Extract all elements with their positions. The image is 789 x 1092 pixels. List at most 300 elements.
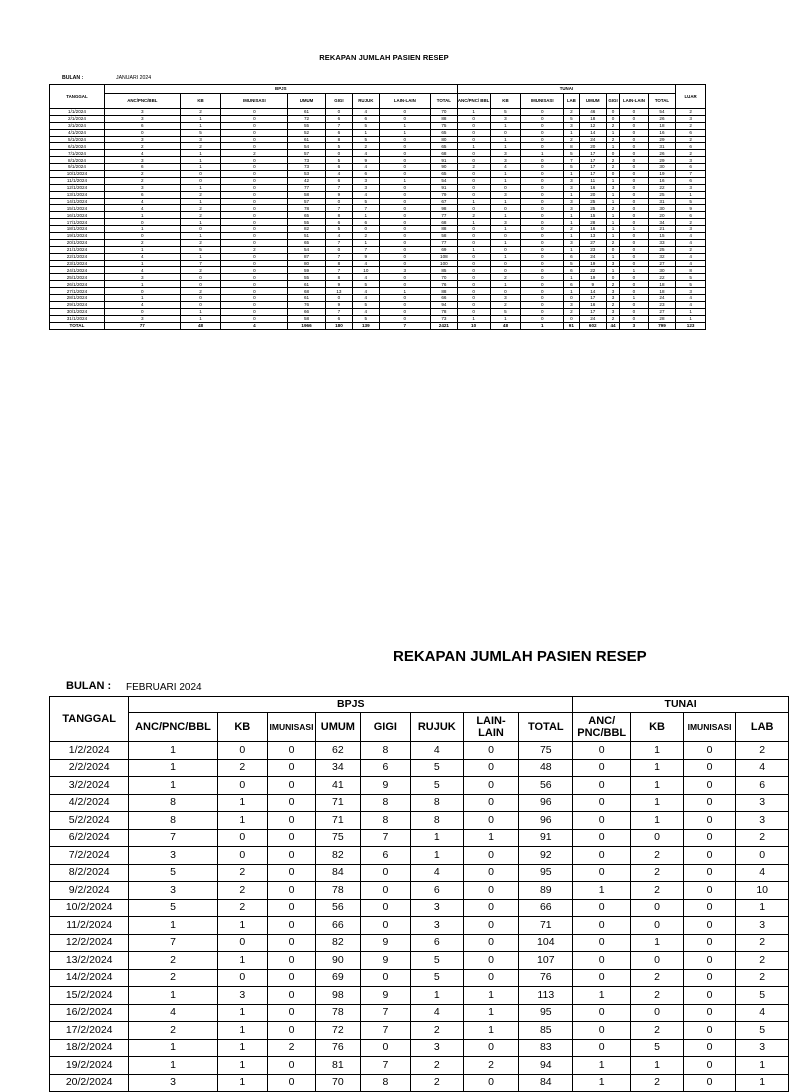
table-row [50,288,706,295]
value-cell: 1 [490,315,521,322]
value-cell: 0 [490,129,521,136]
header-bpjs-col: GIGI [360,713,410,742]
value-cell: 0 [683,1004,736,1022]
header-tunai-col: KB [631,713,684,742]
table-row [50,1022,789,1040]
table-row [50,308,706,315]
value-cell: 5 [490,308,521,315]
value-cell: 1 [676,308,706,315]
value-cell: 8 [564,143,579,150]
date-cell: 4/1/2024 [50,129,105,136]
value-cell: 0 [221,198,288,205]
value-cell: 0 [267,952,315,970]
value-cell: 3 [606,295,619,302]
value-cell: 1 [564,233,579,240]
value-cell: 0 [325,109,352,116]
header-tunai-col: KB [490,94,521,109]
header-bpjs-col: IMUNISASI [267,713,315,742]
value-cell: 66 [519,899,573,917]
value-cell: 1 [180,115,221,122]
value-cell: 4 [736,1004,789,1022]
value-cell: 0 [267,969,315,987]
value-cell: 2 [631,969,684,987]
date-cell: 14/2/2024 [50,969,129,987]
value-cell: 4 [104,198,180,205]
value-cell: 0 [683,1039,736,1057]
value-cell: 2 [217,759,267,777]
value-cell: 0 [457,274,490,281]
date-cell: 7/2/2024 [50,847,129,865]
value-cell: 34 [316,759,361,777]
value-cell: 6 [353,171,379,178]
date-cell: 28/1/2024 [50,295,105,302]
value-cell: 1 [104,281,180,288]
value-cell: 7 [353,246,379,253]
date-cell: 29/1/2024 [50,301,105,308]
header-bpjs-col: TOTAL [431,94,457,109]
value-cell: 0 [379,143,431,150]
value-cell: 16 [579,301,606,308]
value-cell: 18 [648,288,676,295]
value-cell: 0 [463,812,519,830]
value-cell: 3 [676,184,706,191]
value-cell: 1 [180,315,221,322]
value-cell: 0 [379,191,431,198]
value-cell: 0 [573,917,631,935]
value-cell: 0 [521,274,564,281]
value-cell: 4 [353,288,379,295]
header-tunai-col: LAB [564,94,579,109]
value-cell: 0 [463,777,519,795]
value-cell: 19 [648,171,676,178]
value-cell: 0 [379,315,431,322]
value-cell: 0 [463,847,519,865]
value-cell: 3 [736,1039,789,1057]
value-cell: 31 [648,198,676,205]
value-cell: 5 [411,969,464,987]
total-cell: 139 [353,322,379,329]
table-row [50,191,706,198]
value-cell: 0 [267,987,315,1005]
value-cell: 6 [325,219,352,226]
value-cell: 8 [360,812,410,830]
value-cell: 1 [736,1057,789,1075]
table-row [50,129,706,136]
value-cell: 1 [379,288,431,295]
value-cell: 0 [267,1057,315,1075]
value-cell: 83 [519,1039,573,1057]
value-cell: 5 [676,198,706,205]
value-cell: 2 [606,122,619,129]
value-cell: 91 [431,184,457,191]
value-cell: 1 [180,157,221,164]
value-cell: 0 [457,226,490,233]
value-cell: 85 [519,1022,573,1040]
table-row [50,812,789,830]
value-cell: 78 [316,882,361,900]
value-cell: 48 [519,759,573,777]
value-cell: 30 [648,164,676,171]
value-cell: 15 [648,233,676,240]
value-cell: 2 [564,226,579,233]
value-cell: 54 [648,109,676,116]
value-cell: 0 [521,164,564,171]
value-cell: 0 [104,233,180,240]
value-cell: 17 [579,295,606,302]
value-cell: 90 [431,164,457,171]
value-cell: 77 [431,212,457,219]
value-cell: 0 [620,246,649,253]
value-cell: 8 [325,136,352,143]
value-cell: 1 [490,143,521,150]
value-cell: 73 [431,315,457,322]
value-cell: 95 [519,864,573,882]
value-cell: 1 [620,267,649,274]
value-cell: 0 [104,288,180,295]
value-cell: 6 [360,847,410,865]
value-cell: 69 [316,969,361,987]
value-cell: 75 [316,829,361,847]
value-cell: 9 [353,157,379,164]
header-bpjs-col: GIGI [325,94,352,109]
table-row [50,136,706,143]
value-cell: 66 [288,308,325,315]
header-tunai-col: TOTAL [648,94,676,109]
value-cell: 0 [620,233,649,240]
value-cell: 4 [353,295,379,302]
value-cell: 5 [736,1022,789,1040]
value-cell: 98 [316,987,361,1005]
value-cell: 0 [683,812,736,830]
value-cell: 3 [564,122,579,129]
value-cell: 4 [490,164,521,171]
value-cell: 2 [217,864,267,882]
table-row [50,274,706,281]
value-cell: 4 [411,742,464,760]
date-cell: 15/1/2024 [50,205,105,212]
value-cell: 25 [579,205,606,212]
value-cell: 3 [490,115,521,122]
sheet2-title: REKAPAN JUMLAH PASIEN RESEP [393,648,647,665]
value-cell: 0 [683,794,736,812]
value-cell: 0 [521,281,564,288]
value-cell: 3 [490,157,521,164]
value-cell: 3 [676,115,706,122]
value-cell: 0 [573,1004,631,1022]
value-cell: 8 [360,742,410,760]
value-cell: 5 [129,864,217,882]
sheet1-table [49,84,706,330]
value-cell: 91 [519,829,573,847]
value-cell: 2 [676,219,706,226]
value-cell: 1 [521,150,564,157]
value-cell: 0 [521,212,564,219]
value-cell: 16 [579,226,606,233]
value-cell: 4 [104,253,180,260]
table-row [50,917,789,935]
value-cell: 1 [463,1022,519,1040]
value-cell: 0 [180,295,221,302]
value-cell: 0 [221,122,288,129]
value-cell: 1 [379,177,431,184]
value-cell: 68 [431,150,457,157]
value-cell: 2 [606,205,619,212]
value-cell: 1 [104,260,180,267]
value-cell: 0 [267,777,315,795]
value-cell: 1 [564,191,579,198]
header-bpjs-col: KB [180,94,221,109]
table-row [50,759,789,777]
value-cell: 1 [564,171,579,178]
value-cell: 0 [221,177,288,184]
value-cell: 3 [129,1074,217,1092]
value-cell: 7 [360,829,410,847]
value-cell: 2 [631,847,684,865]
date-cell: 13/1/2024 [50,191,105,198]
value-cell: 2 [457,164,490,171]
value-cell: 3 [104,274,180,281]
value-cell: 0 [521,308,564,315]
value-cell: 1 [631,777,684,795]
value-cell: 33 [648,239,676,246]
value-cell: 1 [129,759,217,777]
table-row [50,246,706,253]
value-cell: 4 [129,1004,217,1022]
value-cell: 3 [490,150,521,157]
value-cell: 1 [490,177,521,184]
value-cell: 4 [353,308,379,315]
value-cell: 20 [579,191,606,198]
value-cell: 0 [221,301,288,308]
value-cell: 7 [360,1004,410,1022]
value-cell: 4 [104,301,180,308]
value-cell: 0 [221,295,288,302]
value-cell: 73 [288,164,325,171]
value-cell: 3 [564,177,579,184]
value-cell: 21 [648,226,676,233]
value-cell: 0 [606,274,619,281]
value-cell: 0 [267,847,315,865]
value-cell: 20 [648,212,676,219]
header-bpjs-col: TOTAL [519,713,573,742]
value-cell: 0 [620,198,649,205]
value-cell: 3 [104,157,180,164]
value-cell: 2 [129,969,217,987]
value-cell: 2 [180,239,221,246]
value-cell: 1 [606,267,619,274]
value-cell: 2 [564,109,579,116]
value-cell: 0 [221,129,288,136]
value-cell: 56 [519,777,573,795]
value-cell: 6 [564,267,579,274]
value-cell: 9 [676,205,706,212]
value-cell: 5 [353,198,379,205]
value-cell: 1 [490,226,521,233]
value-cell: 4 [676,301,706,308]
value-cell: 4 [104,205,180,212]
value-cell: 0 [521,239,564,246]
value-cell: 0 [217,847,267,865]
value-cell: 1 [606,253,619,260]
value-cell: 7 [564,157,579,164]
value-cell: 0 [573,952,631,970]
table-row [50,315,706,322]
value-cell: 7 [325,239,352,246]
value-cell: 100 [431,260,457,267]
date-cell: 21/1/2024 [50,246,105,253]
value-cell: 88 [431,288,457,295]
value-cell: 6 [360,759,410,777]
value-cell: 3 [606,308,619,315]
value-cell: 0 [379,295,431,302]
total-cell: 799 [648,322,676,329]
header-tunai-col: UMUM [579,94,606,109]
value-cell: 0 [221,267,288,274]
value-cell: 7 [129,829,217,847]
value-cell: 1 [490,198,521,205]
value-cell: 0 [221,115,288,122]
header-tunai-col: IMUNISASI [521,94,564,109]
value-cell: 3 [104,315,180,322]
date-cell: 18/1/2024 [50,226,105,233]
value-cell: 5 [564,260,579,267]
value-cell: 24 [579,136,606,143]
value-cell: 0 [457,205,490,212]
table-row [50,233,706,240]
value-cell: 2 [353,143,379,150]
value-cell: 55 [288,122,325,129]
value-cell: 0 [379,115,431,122]
value-cell: 0 [267,864,315,882]
value-cell: 42 [288,177,325,184]
value-cell: 8 [325,260,352,267]
value-cell: 1 [573,1057,631,1075]
value-cell: 58 [288,315,325,322]
value-cell: 0 [521,177,564,184]
table-row [50,267,706,274]
value-cell: 12 [579,122,606,129]
value-cell: 6 [564,253,579,260]
value-cell: 0 [379,246,431,253]
value-cell: 17 [579,150,606,157]
value-cell: 1 [457,198,490,205]
table-row [50,212,706,219]
value-cell: 0 [457,239,490,246]
value-cell: 1 [631,742,684,760]
value-cell: 5 [325,157,352,164]
value-cell: 0 [521,157,564,164]
value-cell: 9 [360,934,410,952]
date-cell: 11/1/2024 [50,177,105,184]
table-row [50,899,789,917]
value-cell: 0 [267,742,315,760]
value-cell: 3 [564,205,579,212]
value-cell: 76 [519,969,573,987]
value-cell: 0 [457,150,490,157]
value-cell: 8 [411,794,464,812]
value-cell: 2 [104,171,180,178]
value-cell: 16 [648,129,676,136]
value-cell: 71 [519,917,573,935]
header-bpjs-col: LAIN-LAIN [379,94,431,109]
table-row [50,969,789,987]
value-cell: 18 [648,281,676,288]
value-cell: 68 [288,288,325,295]
table-row [50,301,706,308]
value-cell: 4 [325,171,352,178]
value-cell: 0 [267,1022,315,1040]
value-cell: 8 [360,1074,410,1092]
value-cell: 2 [631,987,684,1005]
total-cell: 48 [180,322,221,329]
value-cell: 0 [379,274,431,281]
value-cell: 0 [631,917,684,935]
value-cell: 0 [490,260,521,267]
value-cell: 84 [519,1074,573,1092]
value-cell: 1 [606,233,619,240]
value-cell: 5 [353,301,379,308]
value-cell: 0 [620,157,649,164]
value-cell: 24 [579,315,606,322]
value-cell: 0 [180,177,221,184]
value-cell: 0 [683,969,736,987]
value-cell: 28 [648,315,676,322]
value-cell: 17 [579,157,606,164]
value-cell: 1 [490,281,521,288]
value-cell: 0 [379,226,431,233]
value-cell: 3 [736,812,789,830]
value-cell: 0 [379,301,431,308]
date-cell: 2/2/2024 [50,759,129,777]
value-cell: 1 [463,1004,519,1022]
value-cell: 3 [411,899,464,917]
value-cell: 1 [217,1004,267,1022]
value-cell: 19 [579,260,606,267]
value-cell: 71 [316,812,361,830]
value-cell: 1 [606,219,619,226]
value-cell: 0 [490,267,521,274]
table-row [50,952,789,970]
value-cell: 0 [325,246,352,253]
value-cell: 1 [620,226,649,233]
value-cell: 2 [631,1074,684,1092]
value-cell: 2 [676,136,706,143]
table-row [50,742,789,760]
value-cell: 7 [325,122,352,129]
value-cell: 61 [288,136,325,143]
value-cell: 5 [129,899,217,917]
value-cell: 0 [573,847,631,865]
value-cell: 6 [353,219,379,226]
value-cell: 0 [379,164,431,171]
value-cell: 1 [180,308,221,315]
value-cell: 0 [620,143,649,150]
total-cell: 1966 [288,322,325,329]
value-cell: 77 [288,184,325,191]
value-cell: 15 [579,212,606,219]
value-cell: 18 [648,122,676,129]
value-cell: 0 [683,917,736,935]
value-cell: 0 [457,253,490,260]
value-cell: 4 [353,150,379,157]
table-row [50,171,706,178]
value-cell: 0 [360,864,410,882]
value-cell: 0 [463,864,519,882]
value-cell: 1 [104,226,180,233]
value-cell: 0 [521,246,564,253]
value-cell: 6 [736,777,789,795]
value-cell: 3 [104,115,180,122]
